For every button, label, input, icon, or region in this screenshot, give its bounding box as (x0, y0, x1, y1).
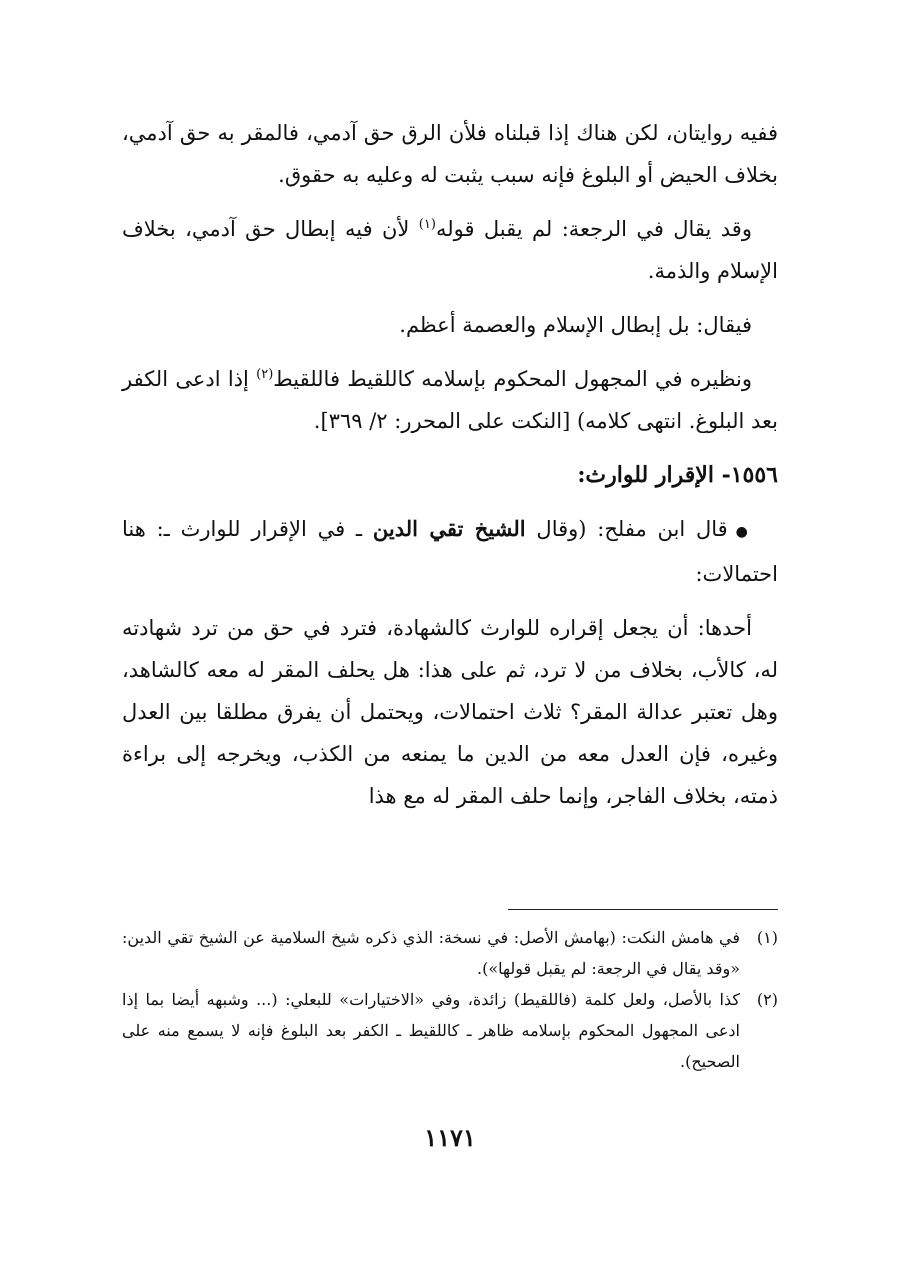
paragraph-5-text-b: ـ في الإقرار للوارث ـ: هنا احتمالات: (122, 517, 778, 586)
bullet-icon: ● (735, 524, 753, 540)
paragraph-5-text-a: قال ابن مفلح: (وقال (525, 517, 728, 541)
paragraph-1-text: ففيه روايتان، لكن هناك إذا قبلناه فلأن الرق حق آدمي، فالمقر به حق آدمي، بخلاف الحيض أو البلوغ فإنه سبب يثبت له وعليه به حقوق. (122, 121, 778, 187)
footnote-1 (122, 922, 778, 984)
footnote-1-text: في هامش النكت: (بهامش الأصل: في نسخة: الذي ذكره شيخ السلامية عن الشيخ تقي الدين: «وقد يقال في الرجعة: لم يقبل قولها»). (122, 928, 740, 978)
paragraph-3-text: فيقال: بل إبطال الإسلام والعصمة أعظم. (399, 313, 752, 337)
footnote-1-number: (١) (756, 928, 778, 947)
footnotes (122, 922, 778, 1077)
footnote-divider (508, 909, 778, 910)
paragraph-4-text-b: إذا ادعى الكفر بعد البلوغ. انتهى كلامه) [النكت على المحرر: ٢/ ٣٦٩]. (122, 367, 778, 433)
section-heading (122, 454, 778, 496)
paragraph-5-bold: الشيخ تقي الدين (372, 516, 526, 541)
paragraph-4 (122, 358, 778, 442)
paragraph-4-text-a: ونظيره في المجهول المحكوم بإسلامه كاللقيط فاللقيط (273, 367, 752, 391)
paragraph-2 (122, 208, 778, 292)
paragraph-6-text: أحدها: أن يجعل إقراره للوارث كالشهادة، فترد في حق من ترد شهادته له، كالأب، بخلاف من لا ترد، ثم على هذا: هل يحلف المقر له معه كالشاهد، وهل تعتبر عدالة المقر؟ ثلاث احتمالات، ويحتمل أن يفرق مطلقا بين العدل وغيره، فإن العدل معه من الدين ما يمنعه من الكذب، ويخرجه إلى براءة ذمته، بخلاف الفاجر، وإنما حلف المقر له مع هذا (122, 616, 778, 808)
paragraph-3 (122, 304, 778, 346)
paragraph-2-text-b: لأن فيه إبطال حق آدمي، بخلاف الإسلام والذمة. (122, 217, 778, 283)
paragraph-2-text-a: وقد يقال في الرجعة: لم يقبل قوله (435, 217, 752, 241)
footnote-2-number: (٢) (756, 990, 778, 1009)
page-number: ١١٧١ (424, 1123, 476, 1152)
footnote-ref-2[interactable]: (٢) (256, 367, 274, 382)
paragraph-6 (122, 607, 778, 817)
footnote-2-text: كذا بالأصل، ولعل كلمة (فاللقيط) زائدة، وفي «الاختيارات» للبعلي: (... وشبهه أيضا بما إذا ادعى المجهول المحكوم بإسلامه ظاهر ـ كاللقيط ـ الكفر بعد البلوغ فإنه لا يسمع منه على الصحيح). (122, 990, 741, 1071)
paragraph-5 (122, 508, 778, 595)
main-text (122, 112, 778, 829)
paragraph-1 (122, 112, 778, 196)
section-heading-text: ١٥٥٦- الإقرار للوارث: (577, 462, 778, 488)
footnote-2 (122, 984, 778, 1077)
footnote-ref-1[interactable]: (١) (418, 217, 436, 232)
